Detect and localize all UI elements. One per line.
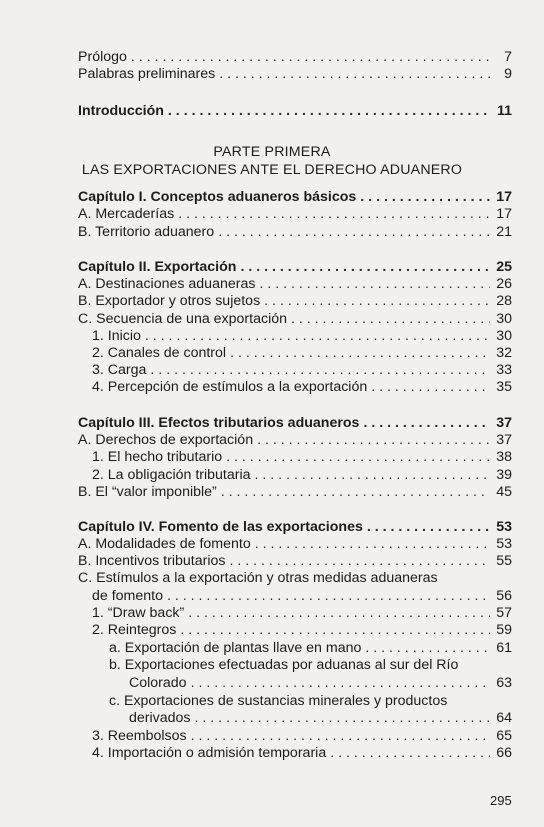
toc-entry [129,709,512,727]
toc-entry-page: 64 [496,710,512,726]
toc-entry [92,587,512,605]
dot-leader [264,292,490,310]
toc-entry [78,431,512,449]
toc-entry [78,292,512,310]
part-heading-line1: PARTE PRIMERA [213,144,331,160]
toc-entry-page: 21 [496,224,512,240]
dot-leader [188,604,490,622]
toc-entry-title: A. Mercaderías [78,206,175,222]
toc-entry-page: 11 [497,103,512,119]
toc-entry-page: 37 [496,415,512,431]
toc-entry-page: 7 [504,49,512,65]
dot-leader [291,310,490,328]
toc-entry [78,65,512,83]
toc-entry [92,466,512,484]
toc-entry-page: 63 [496,675,512,691]
toc-entry [78,223,512,241]
dot-leader [178,205,490,223]
toc-entry-title: A. Modalidades de fomento [78,536,251,552]
toc-entry [92,621,512,639]
toc-entry-title: B. Incentivos tributarios [78,553,226,569]
toc-entry-title: Capítulo I. Conceptos aduaneros básicos [78,189,357,205]
dot-leader [221,483,490,501]
toc-entry-title: 1. “Draw back” [92,605,185,621]
toc-entry-title: Introducción [78,103,164,119]
part-heading-line2: LAS EXPORTACIONES ANTE EL DERECHO ADUANERO [81,162,463,178]
toc-entry-page: 56 [496,588,512,604]
toc-entry [92,361,512,379]
toc-entry-page: 38 [496,449,512,465]
dot-leader [255,466,490,484]
dot-leader [168,102,490,120]
toc-entry-page: 37 [496,432,512,448]
toc-entry [109,692,512,710]
toc-entry [78,414,512,432]
toc-entry-page: 53 [496,519,512,535]
toc-entry-page: 45 [496,484,512,500]
toc-entry-page: 9 [504,66,512,82]
toc-entry-title: a. Exportación de plantas llave en mano [109,640,362,656]
toc-entry-page: 59 [496,622,512,638]
toc-entry-title: 1. El hecho tributario [92,449,223,465]
toc-entry-title: C. Secuencia de una exportación [78,311,288,327]
dot-leader [240,258,490,276]
toc-entry-page: 30 [496,328,512,344]
toc-entry-title: Capítulo IV. Fomento de las exportaciones [78,519,363,535]
toc-entry-title: 1. Inicio [92,328,141,344]
toc-entry [92,604,512,622]
toc-entry [78,310,512,328]
toc-entry-page: 53 [496,536,512,552]
toc-entry-title: de fomento [92,588,163,604]
toc-entry-title: Capítulo III. Efectos tributarios aduaneros [78,415,360,431]
toc-entry-title: 2. La obligación tributaria [92,467,251,483]
dot-leader [150,361,490,379]
toc-entry-title: B. Exportador y otros sujetos [78,293,261,309]
toc-entry [92,344,512,362]
toc-entry-page: 25 [496,259,512,275]
toc-entry-title: 4. Percepción de estímulos a la exportación [92,379,368,395]
toc-entry-title: Palabras preliminares [78,66,216,82]
toc-entry [78,275,512,293]
dot-leader [180,621,490,639]
toc-entry [78,535,512,553]
dot-leader [230,344,490,362]
dot-leader [365,639,490,657]
toc-entry [78,569,512,587]
toc-entry-page: 65 [496,728,512,744]
toc-entry-title: 2. Reintegros [92,622,177,638]
toc-entry-page: 39 [496,467,512,483]
dot-leader [195,709,490,727]
toc-entry-page: 32 [496,345,512,361]
dot-leader [226,448,490,466]
toc-entry-title: 3. Carga [92,362,147,378]
toc-entry [78,205,512,223]
toc-entry [78,188,512,206]
dot-leader [191,727,490,745]
dot-leader [218,223,490,241]
toc-entry-page: 17 [496,189,512,205]
toc-entry-title: derivados [129,710,191,726]
toc-entry [78,102,512,120]
toc-entry [92,448,512,466]
toc-entry-page: 17 [496,206,512,222]
dot-leader [363,414,490,432]
toc-entry [92,727,512,745]
toc-entry-page: 28 [496,293,512,309]
toc-entry [92,744,512,762]
toc-entry-title: 4. Importación o admisión temporaria [92,745,327,761]
toc-entry-title: Colorado [129,675,187,691]
toc-entry-title: c. Exportaciones de sustancias minerales y productos [109,693,448,709]
toc-entry-page: 30 [496,311,512,327]
dot-leader [191,674,490,692]
toc-entry-title: C. Estímulos a la exportación y otras medidas aduaneras [78,570,438,586]
toc-entry-page: 35 [496,379,512,395]
toc-entry-title: Prólogo [78,49,127,65]
toc-entry-page: 57 [496,605,512,621]
toc-entry [129,674,512,692]
dot-leader [219,65,490,83]
toc-entry-title: B. El “valor imponible” [78,484,217,500]
toc-entry [78,483,512,501]
toc-entry [92,378,512,396]
dot-leader [167,587,490,605]
dot-leader [255,535,490,553]
toc-entry-title: 3. Reembolsos [92,728,187,744]
dot-leader [259,275,490,293]
toc-entry [109,639,512,657]
toc-entry [109,656,512,674]
toc-entry-title: 2. Canales de control [92,345,227,361]
toc-entry-page: 66 [496,745,512,761]
dot-leader [367,518,490,536]
toc-entry [78,258,512,276]
dot-leader [371,378,490,396]
dot-leader [131,48,490,66]
toc-entry [78,48,512,66]
toc-entry [78,552,512,570]
toc-entry [78,518,512,536]
toc-entry-page: 33 [496,362,512,378]
toc-entry-title: A. Derechos de exportación [78,432,254,448]
toc-entry-title: b. Exportaciones efectuadas por aduanas al sur del Río [109,657,459,673]
page-number: 295 [490,793,512,808]
toc-entry-page: 55 [496,553,512,569]
toc-entry-title: Capítulo II. Exportación [78,259,237,275]
dot-leader [330,744,490,762]
dot-leader [257,431,490,449]
toc-entry-title: A. Destinaciones aduaneras [78,276,256,292]
toc-entry-page: 61 [496,640,512,656]
dot-leader [229,552,490,570]
dot-leader [145,327,490,345]
toc-entry-page: 26 [496,276,512,292]
toc-entry [92,327,512,345]
dot-leader [360,188,490,206]
toc-entry-title: B. Territorio aduanero [78,224,215,240]
